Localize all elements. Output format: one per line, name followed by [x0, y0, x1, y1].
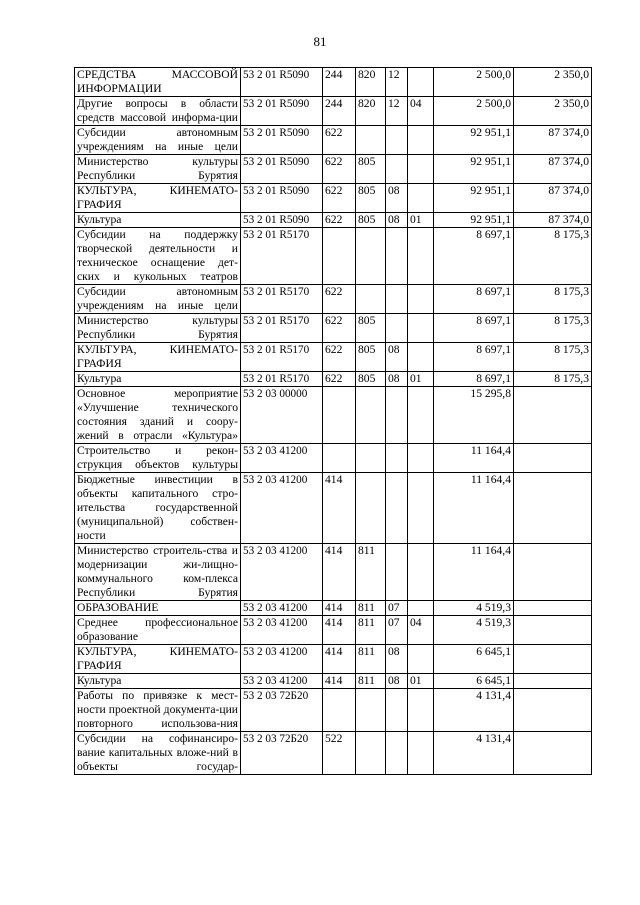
row-pr-cell	[408, 184, 434, 213]
row-pr-cell: 01	[408, 213, 434, 228]
row-grbs-cell	[356, 689, 386, 732]
row-sum-year1-cell: 8 697,1	[434, 343, 514, 372]
row-sum-year2-cell	[514, 674, 592, 689]
row-vr-cell: 622	[323, 314, 356, 343]
row-code-cell: 53 2 03 41200	[241, 674, 323, 689]
row-name-cell: Основное мероприятие «Улучшение технического состояния зданий и соору-жений в отрасли «Культура»	[75, 387, 241, 444]
row-pr-cell	[408, 544, 434, 601]
row-sum-year2-cell: 2 350,0	[514, 97, 592, 126]
row-vr-cell: 244	[323, 97, 356, 126]
row-code-cell: 53 2 01 R5170	[241, 372, 323, 387]
row-rz-cell	[386, 387, 408, 444]
row-name-cell: Субсидии автономным учреждениям на иные цели	[75, 285, 241, 314]
row-name-cell: Работы по привязке к мест-ности проектной документа-ции повторного использова-ния	[75, 689, 241, 732]
row-vr-cell: 622	[323, 155, 356, 184]
row-code-cell: 53 2 03 41200	[241, 473, 323, 544]
row-grbs-cell	[356, 444, 386, 473]
row-vr-cell: 414	[323, 674, 356, 689]
row-vr-cell: 622	[323, 213, 356, 228]
row-sum-year2-cell	[514, 689, 592, 732]
table-row	[75, 184, 592, 213]
row-sum-year2-cell: 8 175,3	[514, 285, 592, 314]
row-code-cell: 53 2 03 41200	[241, 601, 323, 616]
row-sum-year1-cell: 15 295,8	[434, 387, 514, 444]
row-pr-cell: 01	[408, 372, 434, 387]
row-rz-cell: 08	[386, 645, 408, 674]
row-sum-year2-cell: 8 175,3	[514, 314, 592, 343]
row-pr-cell: 04	[408, 616, 434, 645]
table-row	[75, 285, 592, 314]
row-code-cell: 53 2 01 R5090	[241, 68, 323, 97]
row-grbs-cell: 820	[356, 97, 386, 126]
row-vr-cell: 244	[323, 68, 356, 97]
row-sum-year1-cell: 92 951,1	[434, 126, 514, 155]
row-sum-year1-cell: 92 951,1	[434, 213, 514, 228]
row-name-cell: КУЛЬТУРА, КИНЕМАТО-ГРАФИЯ	[75, 184, 241, 213]
row-sum-year2-cell	[514, 544, 592, 601]
row-pr-cell	[408, 645, 434, 674]
table-row	[75, 372, 592, 387]
row-rz-cell: 08	[386, 674, 408, 689]
row-pr-cell	[408, 155, 434, 184]
row-sum-year2-cell	[514, 601, 592, 616]
table-row	[75, 155, 592, 184]
row-vr-cell: 414	[323, 473, 356, 544]
row-grbs-cell: 811	[356, 645, 386, 674]
row-name-cell: КУЛЬТУРА, КИНЕМАТО-ГРАФИЯ	[75, 343, 241, 372]
row-name-cell: Строительство и рекон-струкция объектов культуры	[75, 444, 241, 473]
row-grbs-cell: 805	[356, 184, 386, 213]
row-rz-cell	[386, 228, 408, 285]
row-grbs-cell: 805	[356, 372, 386, 387]
row-sum-year2-cell: 87 374,0	[514, 213, 592, 228]
row-pr-cell	[408, 285, 434, 314]
row-name-cell: Среднее профессиональное образование	[75, 616, 241, 645]
row-name-cell: КУЛЬТУРА, КИНЕМАТО-ГРАФИЯ	[75, 645, 241, 674]
row-pr-cell: 04	[408, 97, 434, 126]
row-rz-cell: 12	[386, 97, 408, 126]
row-sum-year1-cell: 92 951,1	[434, 184, 514, 213]
row-sum-year1-cell: 92 951,1	[434, 155, 514, 184]
row-sum-year1-cell: 6 645,1	[434, 645, 514, 674]
row-vr-cell: 622	[323, 372, 356, 387]
row-sum-year1-cell: 4 519,3	[434, 616, 514, 645]
row-grbs-cell: 820	[356, 68, 386, 97]
budget-table	[74, 67, 592, 775]
table-row	[75, 473, 592, 544]
row-rz-cell: 07	[386, 601, 408, 616]
row-sum-year1-cell: 4 519,3	[434, 601, 514, 616]
row-vr-cell: 414	[323, 544, 356, 601]
row-sum-year1-cell: 4 131,4	[434, 689, 514, 732]
row-code-cell: 53 2 01 R5090	[241, 213, 323, 228]
row-code-cell: 53 2 03 41200	[241, 544, 323, 601]
row-rz-cell	[386, 732, 408, 775]
row-code-cell: 53 2 01 R5170	[241, 314, 323, 343]
row-sum-year1-cell: 2 500,0	[434, 68, 514, 97]
row-vr-cell: 622	[323, 285, 356, 314]
row-code-cell: 53 2 01 R5170	[241, 228, 323, 285]
table-row	[75, 343, 592, 372]
row-sum-year1-cell: 2 500,0	[434, 97, 514, 126]
row-sum-year1-cell: 4 131,4	[434, 732, 514, 775]
row-rz-cell: 08	[386, 184, 408, 213]
row-grbs-cell: 811	[356, 544, 386, 601]
row-sum-year1-cell: 11 164,4	[434, 544, 514, 601]
row-pr-cell	[408, 601, 434, 616]
row-grbs-cell	[356, 387, 386, 444]
table-row	[75, 126, 592, 155]
row-pr-cell	[408, 126, 434, 155]
row-pr-cell	[408, 343, 434, 372]
row-rz-cell	[386, 314, 408, 343]
row-code-cell: 53 2 01 R5090	[241, 126, 323, 155]
row-sum-year2-cell	[514, 732, 592, 775]
row-code-cell: 53 2 03 41200	[241, 444, 323, 473]
row-sum-year2-cell: 8 175,3	[514, 372, 592, 387]
row-rz-cell	[386, 155, 408, 184]
row-vr-cell	[323, 689, 356, 732]
row-code-cell: 53 2 01 R5090	[241, 155, 323, 184]
row-rz-cell	[386, 689, 408, 732]
row-vr-cell: 414	[323, 645, 356, 674]
row-name-cell: Министерство строитель-ства и модернизации жи-лищно-коммунального ком-плекса Республики Бурятия	[75, 544, 241, 601]
row-vr-cell	[323, 444, 356, 473]
row-name-cell: СРЕДСТВА МАССОВОЙ ИНФОРМАЦИИ	[75, 68, 241, 97]
row-sum-year2-cell: 87 374,0	[514, 126, 592, 155]
row-name-cell: ОБРАЗОВАНИЕ	[75, 601, 241, 616]
row-name-cell: Культура	[75, 674, 241, 689]
table-body	[75, 68, 592, 775]
row-code-cell: 53 2 03 41200	[241, 645, 323, 674]
row-vr-cell	[323, 228, 356, 285]
table-row	[75, 68, 592, 97]
page-number: 81	[313, 34, 327, 49]
row-grbs-cell	[356, 126, 386, 155]
row-name-cell: Министерство культуры Республики Бурятия	[75, 314, 241, 343]
row-sum-year2-cell: 87 374,0	[514, 184, 592, 213]
row-name-cell: Культура	[75, 213, 241, 228]
row-code-cell: 53 2 01 R5170	[241, 343, 323, 372]
row-sum-year2-cell	[514, 387, 592, 444]
row-code-cell: 53 2 01 R5090	[241, 97, 323, 126]
row-rz-cell	[386, 285, 408, 314]
table-row	[75, 601, 592, 616]
row-sum-year1-cell: 8 697,1	[434, 372, 514, 387]
row-pr-cell	[408, 314, 434, 343]
table-row	[75, 213, 592, 228]
row-pr-cell	[408, 689, 434, 732]
row-grbs-cell	[356, 285, 386, 314]
row-sum-year2-cell	[514, 616, 592, 645]
row-vr-cell: 414	[323, 601, 356, 616]
table-row	[75, 674, 592, 689]
row-grbs-cell: 811	[356, 616, 386, 645]
row-name-cell: Министерство культуры Республики Бурятия	[75, 155, 241, 184]
row-grbs-cell	[356, 732, 386, 775]
row-vr-cell: 622	[323, 126, 356, 155]
row-vr-cell: 522	[323, 732, 356, 775]
row-pr-cell	[408, 473, 434, 544]
row-sum-year2-cell	[514, 473, 592, 544]
row-grbs-cell: 805	[356, 155, 386, 184]
row-sum-year1-cell: 8 697,1	[434, 228, 514, 285]
table-row	[75, 732, 592, 775]
table-row	[75, 387, 592, 444]
row-grbs-cell: 811	[356, 674, 386, 689]
row-grbs-cell: 811	[356, 601, 386, 616]
row-code-cell: 53 2 03 41200	[241, 616, 323, 645]
row-rz-cell	[386, 473, 408, 544]
row-name-cell: Бюджетные инвестиции в объекты капитального стро-ительства государственной (муниципальной) собствен-ности	[75, 473, 241, 544]
row-sum-year2-cell	[514, 444, 592, 473]
row-sum-year2-cell	[514, 645, 592, 674]
row-sum-year1-cell: 11 164,4	[434, 444, 514, 473]
row-pr-cell	[408, 444, 434, 473]
row-vr-cell: 622	[323, 184, 356, 213]
table-row	[75, 228, 592, 285]
row-vr-cell: 622	[323, 343, 356, 372]
row-rz-cell: 08	[386, 343, 408, 372]
row-code-cell: 53 2 03 00000	[241, 387, 323, 444]
row-rz-cell: 08	[386, 372, 408, 387]
row-sum-year2-cell: 8 175,3	[514, 228, 592, 285]
row-rz-cell: 08	[386, 213, 408, 228]
row-rz-cell	[386, 544, 408, 601]
row-grbs-cell: 805	[356, 314, 386, 343]
row-vr-cell: 414	[323, 616, 356, 645]
row-rz-cell: 12	[386, 68, 408, 97]
row-name-cell: Субсидии на софинансиро-вание капитальных вложе-ний в объекты государ-	[75, 732, 241, 775]
table-row	[75, 314, 592, 343]
row-name-cell: Субсидии на поддержку творческой деятельности и техническое оснащение дет-ских и кукольных театров	[75, 228, 241, 285]
table-row	[75, 645, 592, 674]
row-pr-cell	[408, 68, 434, 97]
row-code-cell: 53 2 03 72Б20	[241, 732, 323, 775]
row-sum-year1-cell: 11 164,4	[434, 473, 514, 544]
row-grbs-cell	[356, 228, 386, 285]
row-rz-cell	[386, 444, 408, 473]
row-code-cell: 53 2 03 72Б20	[241, 689, 323, 732]
table-row	[75, 97, 592, 126]
row-pr-cell: 01	[408, 674, 434, 689]
row-name-cell: Субсидии автономным учреждениям на иные цели	[75, 126, 241, 155]
row-sum-year1-cell: 8 697,1	[434, 314, 514, 343]
row-sum-year2-cell: 8 175,3	[514, 343, 592, 372]
row-name-cell: Другие вопросы в области средств массовой информа-ции	[75, 97, 241, 126]
row-sum-year1-cell: 8 697,1	[434, 285, 514, 314]
row-pr-cell	[408, 732, 434, 775]
row-grbs-cell: 805	[356, 343, 386, 372]
row-grbs-cell: 805	[356, 213, 386, 228]
row-pr-cell	[408, 228, 434, 285]
row-vr-cell	[323, 387, 356, 444]
row-rz-cell: 07	[386, 616, 408, 645]
table-row	[75, 444, 592, 473]
row-name-cell: Культура	[75, 372, 241, 387]
row-rz-cell	[386, 126, 408, 155]
row-code-cell: 53 2 01 R5170	[241, 285, 323, 314]
row-pr-cell	[408, 387, 434, 444]
table-row	[75, 616, 592, 645]
table-row	[75, 689, 592, 732]
row-grbs-cell	[356, 473, 386, 544]
row-sum-year1-cell: 6 645,1	[434, 674, 514, 689]
row-code-cell: 53 2 01 R5090	[241, 184, 323, 213]
table-row	[75, 544, 592, 601]
row-sum-year2-cell: 2 350,0	[514, 68, 592, 97]
row-sum-year2-cell: 87 374,0	[514, 155, 592, 184]
